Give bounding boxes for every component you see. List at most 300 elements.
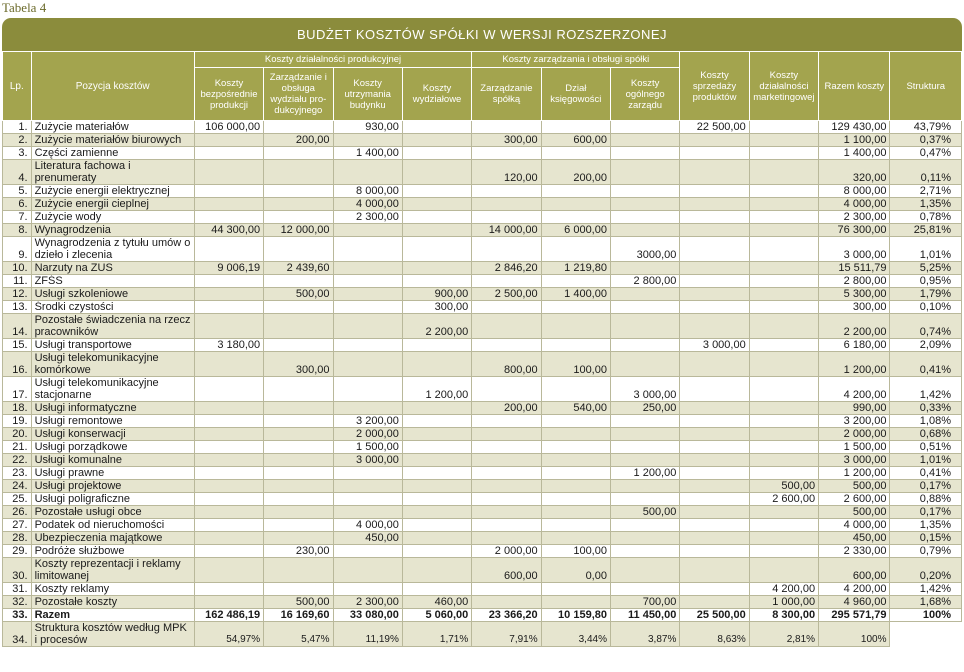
value-cell	[680, 545, 749, 558]
value-cell	[610, 545, 679, 558]
value-cell	[541, 480, 610, 493]
value-cell	[402, 532, 471, 545]
row-lp: 32.	[3, 596, 32, 609]
header-col: Koszty wydziałowe	[402, 68, 471, 121]
total-cell: 100%	[819, 622, 890, 647]
value-cell: 250,00	[610, 402, 679, 415]
value-cell	[541, 377, 610, 402]
value-cell	[194, 506, 263, 519]
total-cell: 3 000,00	[819, 454, 890, 467]
value-cell	[749, 288, 818, 301]
table-row	[3, 288, 962, 301]
structure-cell: 0,78%	[890, 211, 962, 224]
table-row	[3, 134, 962, 147]
row-lp: 34.	[3, 622, 32, 647]
value-cell	[749, 519, 818, 532]
total-cell: 4 200,00	[819, 583, 890, 596]
value-cell: 162 486,19	[194, 609, 263, 622]
value-cell	[680, 288, 749, 301]
value-cell	[194, 288, 263, 301]
value-cell	[333, 467, 402, 480]
row-lp: 9.	[3, 237, 32, 262]
value-cell	[402, 480, 471, 493]
value-cell	[680, 211, 749, 224]
value-cell	[749, 428, 818, 441]
row-name: Usługi porządkowe	[31, 441, 194, 454]
value-cell	[680, 506, 749, 519]
row-lp: 6.	[3, 198, 32, 211]
value-cell	[264, 377, 333, 402]
value-cell	[680, 237, 749, 262]
value-cell: 11 450,00	[610, 609, 679, 622]
value-cell: 1 000,00	[749, 596, 818, 609]
value-cell	[402, 147, 471, 160]
value-cell	[541, 532, 610, 545]
value-cell	[749, 121, 818, 134]
value-cell	[264, 211, 333, 224]
value-cell	[333, 506, 402, 519]
value-cell	[749, 147, 818, 160]
row-lp: 11.	[3, 275, 32, 288]
table-row	[3, 558, 962, 583]
row-lp: 24.	[3, 480, 32, 493]
row-name: Usługi informatyczne	[31, 402, 194, 415]
value-cell	[472, 339, 541, 352]
value-cell	[541, 147, 610, 160]
row-name: Usługi telekomunikacyjne komórkowe	[31, 352, 194, 377]
table-title: BUDŻET KOSZTÓW SPÓŁKI W WERSJI ROZSZERZONEJ	[2, 18, 962, 51]
total-cell: 2 330,00	[819, 545, 890, 558]
value-cell	[402, 402, 471, 415]
value-cell: 1 200,00	[610, 467, 679, 480]
value-cell	[680, 134, 749, 147]
value-cell: 7,91%	[472, 622, 541, 647]
row-name: Zużycie energii elektrycznej	[31, 185, 194, 198]
total-cell: 2 200,00	[819, 314, 890, 339]
structure-cell: 0,88%	[890, 493, 962, 506]
total-cell: 500,00	[819, 506, 890, 519]
value-cell	[472, 377, 541, 402]
header-pozycja: Pozycja kosztów	[31, 52, 194, 121]
structure-cell: 1,42%	[890, 377, 962, 402]
table-row	[3, 160, 962, 185]
row-lp: 27.	[3, 519, 32, 532]
header-col: Koszty utrzymania budynku	[333, 68, 402, 121]
row-name: Usługi konserwacji	[31, 428, 194, 441]
value-cell	[402, 237, 471, 262]
row-lp: 22.	[3, 454, 32, 467]
value-cell	[541, 339, 610, 352]
row-lp: 4.	[3, 160, 32, 185]
value-cell: 540,00	[541, 402, 610, 415]
value-cell	[402, 185, 471, 198]
value-cell: 2,81%	[749, 622, 818, 647]
table-row	[3, 583, 962, 596]
value-cell: 2 200,00	[402, 314, 471, 339]
structure-cell: 0,74%	[890, 314, 962, 339]
value-cell	[402, 275, 471, 288]
value-cell	[264, 402, 333, 415]
structure-cell: 0,41%	[890, 467, 962, 480]
value-cell: 3000,00	[610, 237, 679, 262]
row-lp: 2.	[3, 134, 32, 147]
row-lp: 7.	[3, 211, 32, 224]
table-row	[3, 377, 962, 402]
value-cell: 200,00	[541, 160, 610, 185]
value-cell	[402, 545, 471, 558]
row-name: Razem	[31, 609, 194, 622]
row-name: Wynagrodzenia	[31, 224, 194, 237]
value-cell	[194, 558, 263, 583]
value-cell	[680, 480, 749, 493]
total-cell: 129 430,00	[819, 121, 890, 134]
structure-cell: 1,79%	[890, 288, 962, 301]
value-cell	[333, 224, 402, 237]
value-cell	[680, 454, 749, 467]
value-cell	[402, 415, 471, 428]
value-cell	[264, 185, 333, 198]
value-cell	[194, 467, 263, 480]
value-cell	[402, 198, 471, 211]
value-cell: 3 000,00	[680, 339, 749, 352]
value-cell	[472, 532, 541, 545]
value-cell	[264, 467, 333, 480]
value-cell	[402, 339, 471, 352]
row-lp: 29.	[3, 545, 32, 558]
header-col: Koszty sprzedaży produktów	[680, 52, 749, 121]
table-row	[3, 301, 962, 314]
value-cell	[541, 121, 610, 134]
structure-cell: 0,41%	[890, 352, 962, 377]
value-cell	[749, 262, 818, 275]
structure-cell: 0,33%	[890, 402, 962, 415]
header-col: Struktura	[890, 52, 962, 121]
total-cell: 2 800,00	[819, 275, 890, 288]
value-cell	[610, 262, 679, 275]
value-cell	[749, 339, 818, 352]
value-cell: 0,00	[541, 558, 610, 583]
value-cell	[264, 237, 333, 262]
value-cell	[541, 596, 610, 609]
header-lp: Lp.	[3, 52, 32, 121]
table-row	[3, 480, 962, 493]
structure-cell: 43,79%	[890, 121, 962, 134]
row-name: Pozostałe świadczenia na rzecz pracowników	[31, 314, 194, 339]
value-cell	[194, 480, 263, 493]
value-cell: 100,00	[541, 545, 610, 558]
value-cell	[264, 493, 333, 506]
value-cell	[749, 558, 818, 583]
value-cell	[541, 198, 610, 211]
value-cell	[749, 224, 818, 237]
value-cell	[680, 532, 749, 545]
value-cell	[680, 583, 749, 596]
row-name: Pozostałe usługi obce	[31, 506, 194, 519]
value-cell	[680, 467, 749, 480]
row-name: Usługi transportowe	[31, 339, 194, 352]
value-cell: 2 600,00	[749, 493, 818, 506]
value-cell	[472, 198, 541, 211]
structure-cell: 1,01%	[890, 237, 962, 262]
value-cell	[541, 301, 610, 314]
row-lp: 5.	[3, 185, 32, 198]
value-cell	[194, 301, 263, 314]
value-cell	[402, 506, 471, 519]
structure-cell: 0,47%	[890, 147, 962, 160]
table-row	[3, 467, 962, 480]
value-cell	[194, 545, 263, 558]
value-cell	[680, 558, 749, 583]
row-lp: 30.	[3, 558, 32, 583]
value-cell: 33 080,00	[333, 609, 402, 622]
row-lp: 8.	[3, 224, 32, 237]
value-cell	[194, 198, 263, 211]
table-row	[3, 314, 962, 339]
row-name: Podatek od nieruchomości	[31, 519, 194, 532]
value-cell	[194, 185, 263, 198]
value-cell	[680, 352, 749, 377]
table-row	[3, 596, 962, 609]
total-cell: 4 000,00	[819, 519, 890, 532]
total-cell: 1 200,00	[819, 352, 890, 377]
value-cell	[333, 545, 402, 558]
table-row	[3, 493, 962, 506]
value-cell: 54,97%	[194, 622, 263, 647]
value-cell	[610, 198, 679, 211]
value-cell	[194, 402, 263, 415]
total-cell: 2 300,00	[819, 211, 890, 224]
value-cell	[194, 519, 263, 532]
row-lp: 20.	[3, 428, 32, 441]
value-cell: 2 439,60	[264, 262, 333, 275]
value-cell	[610, 339, 679, 352]
value-cell	[680, 301, 749, 314]
structure-cell: 0,79%	[890, 545, 962, 558]
value-cell	[472, 185, 541, 198]
row-name: Zużycie materiałów	[31, 121, 194, 134]
value-cell	[333, 339, 402, 352]
value-cell	[402, 352, 471, 377]
value-cell: 930,00	[333, 121, 402, 134]
table-row	[3, 622, 962, 647]
value-cell	[333, 314, 402, 339]
value-cell: 23 366,20	[472, 609, 541, 622]
value-cell	[333, 275, 402, 288]
row-name: Usługi poligraficzne	[31, 493, 194, 506]
value-cell: 800,00	[472, 352, 541, 377]
table-row	[3, 121, 962, 134]
value-cell: 14 000,00	[472, 224, 541, 237]
row-name: Koszty reprezentacji i reklamy limitowanej	[31, 558, 194, 583]
value-cell	[541, 506, 610, 519]
value-cell	[749, 415, 818, 428]
value-cell	[541, 467, 610, 480]
value-cell: 4 000,00	[333, 198, 402, 211]
structure-cell: 0,68%	[890, 428, 962, 441]
structure-cell: 0,51%	[890, 441, 962, 454]
value-cell	[610, 532, 679, 545]
structure-cell: 1,08%	[890, 415, 962, 428]
value-cell	[264, 480, 333, 493]
value-cell: 600,00	[472, 558, 541, 583]
table-row	[3, 198, 962, 211]
row-lp: 17.	[3, 377, 32, 402]
value-cell	[264, 454, 333, 467]
value-cell: 9 006,19	[194, 262, 263, 275]
value-cell	[333, 352, 402, 377]
structure-cell: 1,35%	[890, 198, 962, 211]
value-cell	[194, 147, 263, 160]
total-cell: 1 400,00	[819, 147, 890, 160]
total-cell: 76 300,00	[819, 224, 890, 237]
row-lp: 15.	[3, 339, 32, 352]
value-cell	[333, 301, 402, 314]
value-cell	[402, 262, 471, 275]
value-cell	[264, 121, 333, 134]
header-col: Dział księgowości	[541, 68, 610, 121]
structure-cell	[890, 622, 962, 647]
value-cell	[610, 428, 679, 441]
value-cell	[194, 415, 263, 428]
table-row	[3, 545, 962, 558]
value-cell	[333, 558, 402, 583]
table-caption: Tabela 4	[2, 0, 47, 15]
value-cell	[194, 275, 263, 288]
table-row	[3, 609, 962, 622]
value-cell: 3,87%	[610, 622, 679, 647]
total-cell: 4 960,00	[819, 596, 890, 609]
value-cell	[610, 301, 679, 314]
table-row	[3, 402, 962, 415]
row-lp: 33.	[3, 609, 32, 622]
value-cell: 4 000,00	[333, 519, 402, 532]
value-cell: 200,00	[264, 134, 333, 147]
row-lp: 13.	[3, 301, 32, 314]
value-cell	[472, 454, 541, 467]
value-cell	[472, 480, 541, 493]
value-cell	[541, 237, 610, 262]
value-cell	[749, 160, 818, 185]
value-cell	[749, 545, 818, 558]
row-lp: 10.	[3, 262, 32, 275]
row-name: Usługi projektowe	[31, 480, 194, 493]
row-name: Usługi remontowe	[31, 415, 194, 428]
table-row	[3, 441, 962, 454]
value-cell	[264, 506, 333, 519]
table-row	[3, 224, 962, 237]
value-cell	[680, 402, 749, 415]
row-name: Środki czystości	[31, 301, 194, 314]
row-lp: 31.	[3, 583, 32, 596]
value-cell	[610, 288, 679, 301]
value-cell: 3 200,00	[333, 415, 402, 428]
value-cell	[610, 583, 679, 596]
value-cell: 200,00	[472, 402, 541, 415]
table-row	[3, 185, 962, 198]
value-cell: 460,00	[402, 596, 471, 609]
value-cell	[402, 583, 471, 596]
structure-cell: 0,15%	[890, 532, 962, 545]
value-cell	[472, 428, 541, 441]
structure-cell: 100%	[890, 609, 962, 622]
value-cell	[610, 134, 679, 147]
total-cell: 4 000,00	[819, 198, 890, 211]
value-cell	[749, 352, 818, 377]
value-cell	[333, 402, 402, 415]
row-lp: 26.	[3, 506, 32, 519]
value-cell	[472, 121, 541, 134]
value-cell	[749, 377, 818, 402]
value-cell	[194, 596, 263, 609]
structure-cell: 1,42%	[890, 583, 962, 596]
value-cell: 1 200,00	[402, 377, 471, 402]
row-lp: 14.	[3, 314, 32, 339]
value-cell: 8 000,00	[333, 185, 402, 198]
value-cell	[264, 441, 333, 454]
structure-cell: 0,10%	[890, 301, 962, 314]
value-cell	[194, 352, 263, 377]
header-col: Zarządzanie i obsługa wydziału pro-dukcyjnego	[264, 68, 333, 121]
value-cell	[610, 314, 679, 339]
row-name: Koszty reklamy	[31, 583, 194, 596]
total-cell: 300,00	[819, 301, 890, 314]
value-cell	[610, 480, 679, 493]
row-lp: 21.	[3, 441, 32, 454]
value-cell: 3 000,00	[333, 454, 402, 467]
value-cell	[472, 467, 541, 480]
value-cell: 500,00	[264, 288, 333, 301]
value-cell	[610, 493, 679, 506]
structure-cell: 2,71%	[890, 185, 962, 198]
row-name: Zużycie energii cieplnej	[31, 198, 194, 211]
value-cell: 4 200,00	[749, 583, 818, 596]
value-cell	[680, 519, 749, 532]
row-name: Usługi komunalne	[31, 454, 194, 467]
structure-cell: 1,35%	[890, 519, 962, 532]
structure-cell: 1,68%	[890, 596, 962, 609]
value-cell	[333, 377, 402, 402]
value-cell	[680, 275, 749, 288]
value-cell	[264, 415, 333, 428]
value-cell	[402, 428, 471, 441]
value-cell: 500,00	[749, 480, 818, 493]
value-cell	[264, 314, 333, 339]
value-cell	[264, 301, 333, 314]
row-lp: 1.	[3, 121, 32, 134]
row-lp: 23.	[3, 467, 32, 480]
value-cell	[680, 224, 749, 237]
value-cell	[194, 134, 263, 147]
value-cell: 2 300,00	[333, 211, 402, 224]
total-cell: 2 000,00	[819, 428, 890, 441]
value-cell	[749, 532, 818, 545]
row-name: Ubezpieczenia majątkowe	[31, 532, 194, 545]
value-cell	[472, 519, 541, 532]
value-cell	[472, 583, 541, 596]
value-cell: 22 500,00	[680, 121, 749, 134]
value-cell: 3 000,00	[610, 377, 679, 402]
total-cell: 1 500,00	[819, 441, 890, 454]
value-cell: 300,00	[264, 352, 333, 377]
total-cell: 450,00	[819, 532, 890, 545]
value-cell	[541, 415, 610, 428]
value-cell	[610, 147, 679, 160]
table-row	[3, 352, 962, 377]
value-cell: 230,00	[264, 545, 333, 558]
value-cell: 2 500,00	[472, 288, 541, 301]
value-cell	[402, 211, 471, 224]
value-cell	[680, 314, 749, 339]
